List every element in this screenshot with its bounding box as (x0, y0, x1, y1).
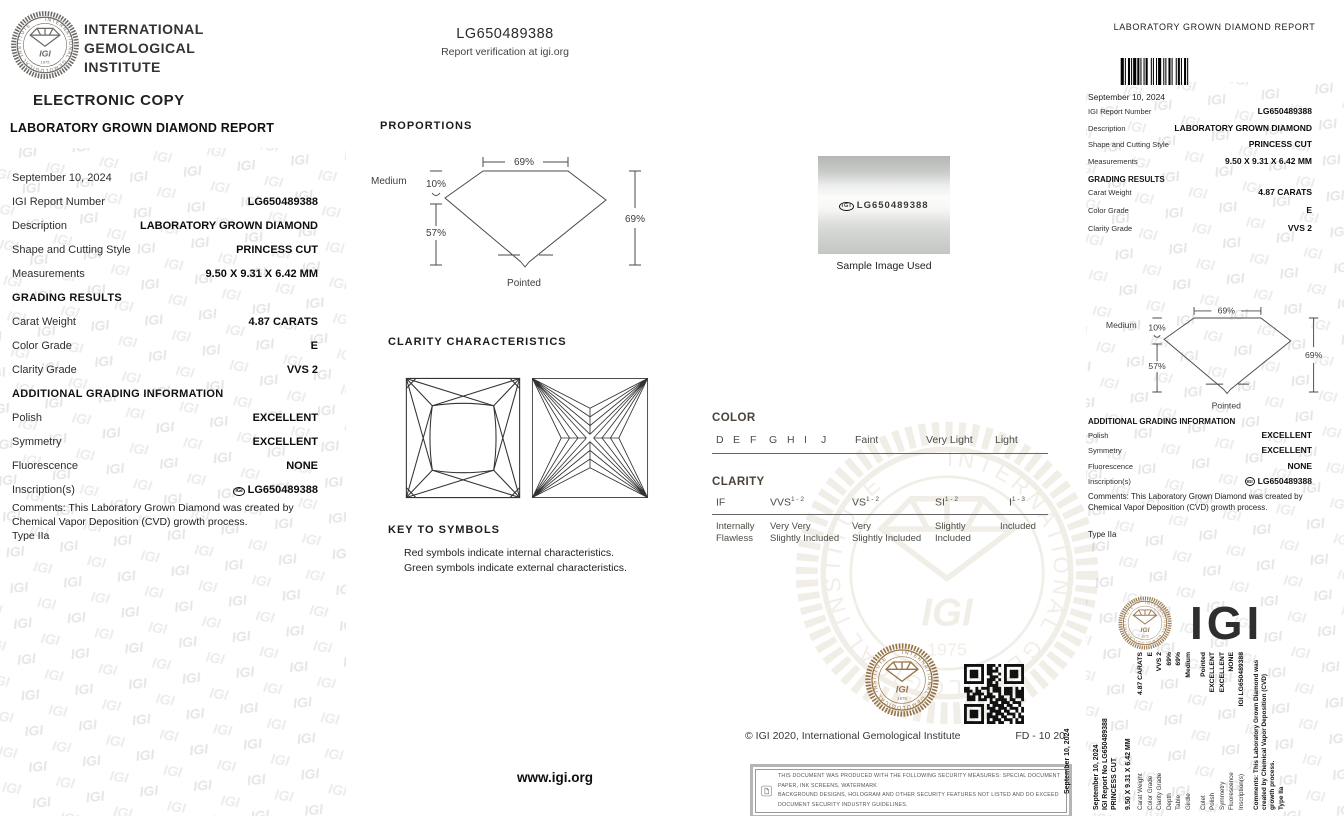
igi-logo (1116, 594, 1263, 652)
stub-date: September 10, 2024 (1093, 744, 1100, 810)
key-green-line: Green symbols indicate external characteristics. (404, 562, 627, 575)
color-tint-faint: Faint (855, 434, 879, 446)
igi-seal-stamp (862, 640, 942, 720)
crown-view-diagram (404, 376, 522, 500)
document-security-icon (761, 783, 772, 799)
verification-link[interactable]: Report verification at igi.org (441, 46, 569, 58)
proportions-diagram-small (1102, 292, 1338, 418)
form-code: FD - 10 20 (1015, 730, 1065, 742)
clarity-grade-i: $I^{1 - 3}$ (1009, 496, 1025, 509)
field-value: LG650489388 (247, 196, 318, 208)
igi-seal-logo (1116, 594, 1174, 652)
igi-seal-logo (8, 8, 82, 82)
row-measurements (12, 262, 318, 286)
report-number-block (370, 26, 640, 58)
clarity-grade-vs: VS$^{1 - 2}$ (852, 496, 880, 509)
row-color (12, 334, 318, 358)
color-tint-very-light: Very Light (926, 434, 973, 446)
comments-text: Comments: This Laboratory Grown Diamond was created by Chemical Vapor Deposition (CVD) growth process. (12, 502, 294, 528)
field-value: EXCELLENT (1261, 445, 1312, 456)
row-carat (12, 310, 318, 334)
color-grade-e: E (733, 434, 741, 446)
clarity-grade-if: IF (716, 496, 726, 509)
sample-inscription: LG650489388 (856, 199, 929, 211)
color-tint-light: Light (995, 434, 1018, 446)
right-additional-details (1088, 430, 1312, 491)
depth-pct-label: 69% (624, 214, 646, 225)
igi-inscription-mark: IGI (841, 202, 852, 209)
field-value: PRINCESS CUT (236, 244, 318, 256)
row-shape (12, 238, 318, 262)
field-label: Description (12, 220, 68, 232)
security-line-2: BACKGROUND DESIGNS, HOLOGRAM AND OTHER SECURITY FEATURES NOT LISTED AND DO EXCEED DOCUMENT SECURITY INDUSTRY GUIDELINES. (777, 792, 1059, 808)
row-fluorescence (12, 454, 318, 478)
color-grade-d: D (716, 434, 724, 446)
org-line-1: INTERNATIONAL (84, 21, 204, 37)
inscription-number: LG650489388 (247, 484, 318, 496)
row-clarity (12, 358, 318, 382)
stub-shape: PRINCESS CUT (1111, 757, 1118, 810)
field-label: IGI Report Number (12, 196, 105, 208)
field-value (233, 484, 318, 496)
pavilion-pct-label: 57% (1148, 361, 1166, 372)
field-label: Symmetry (12, 436, 62, 448)
report-details (12, 166, 318, 544)
stub-comments: Comments: This Laboratory Grown Diamond was created by Chemical Vapor Deposition (CVD) growth process. (1252, 659, 1277, 810)
field-label: Inscription(s) (1088, 476, 1131, 486)
field-label: Color Grade (12, 340, 72, 352)
clarity-desc-vs: Very Slightly Included (852, 521, 922, 545)
color-grade-h: H (787, 434, 795, 446)
clarity-scale-line (712, 514, 1048, 515)
clarity-characteristics-title: CLARITY CHARACTERISTICS (388, 336, 567, 348)
clarity-grade-vvs: VVS$^{1 - 2}$ (770, 496, 805, 509)
org-name (84, 20, 204, 77)
org-line-2: GEMOLOGICAL (84, 40, 196, 56)
detachable-stub (1092, 652, 1344, 810)
report-title: LABORATORY GROWN DIAMOND REPORT (10, 121, 275, 135)
field-value: E (1306, 205, 1312, 216)
girdle-label: Medium (1105, 320, 1137, 331)
field-label: IGI Report Number (1088, 107, 1152, 116)
field-value: VVS 2 (286, 364, 318, 376)
proportions-title: PROPORTIONS (380, 120, 473, 132)
copyright-line: © IGI 2020, International Gemological Institute (745, 730, 961, 742)
field-value: EXCELLENT (252, 436, 318, 448)
field-label: Symmetry (1088, 446, 1122, 456)
org-line-3: INSTITUTE (84, 59, 161, 75)
depth-pct-label: 69% (1304, 350, 1323, 361)
additional-grading-header: ADDITIONAL GRADING INFORMATION (12, 388, 224, 400)
field-label: Polish (1088, 431, 1109, 440)
comments-text: Comments: This Laboratory Grown Diamond was created by Chemical Vapor Deposition (CVD) growth process. (1088, 492, 1303, 512)
clarity-grade-si: SI$^{1 - 2}$ (935, 496, 958, 509)
report-date: September 10, 2024 (12, 172, 112, 184)
additional-grading-header: ADDITIONAL GRADING INFORMATION (1088, 417, 1236, 426)
field-label: Fluorescence (12, 460, 79, 472)
table-pct-label: 69% (1217, 305, 1235, 316)
grading-results-header: GRADING RESULTS (12, 292, 123, 304)
proportions-diagram (366, 138, 666, 298)
culet-label: Pointed (507, 278, 541, 289)
crown-pct-label: 10% (1148, 322, 1166, 333)
field-value: E (310, 340, 318, 352)
field-label: Carat Weight (12, 316, 76, 328)
girdle-label: Medium (371, 176, 407, 187)
stub-measurements: 9.50 X 9.31 X 6.42 MM (1125, 738, 1132, 810)
stub-rows: Carat Weight 4.87 CARATS Color Grade E Clarity Grade VVS 2 Depth 69% Table 69% Girdle Medium Culet Pointed Polish EXCELLENT Symmetry EXCELLENT Fluorescence NONE Inscription(s) IGI LG650489388 (1137, 652, 1245, 810)
sample-caption: Sample Image Used (836, 260, 932, 272)
crown-pct-label: 10% (425, 179, 447, 190)
culet-label: Pointed (1211, 400, 1241, 411)
color-grade-f: F (750, 434, 757, 446)
right-report-details (1088, 106, 1312, 241)
right-report-date: September 10, 2024 (1088, 92, 1166, 102)
field-label: Fluorescence (1088, 461, 1134, 471)
field-value: 4.87 CARATS (248, 316, 318, 328)
field-value: 9.50 X 9.31 X 6.42 MM (205, 268, 318, 280)
pavilion-pct-label: 57% (425, 228, 447, 239)
row-description (12, 214, 318, 238)
field-value: 4.87 CARATS (1258, 187, 1312, 198)
field-label: Shape and Cutting Style (1088, 140, 1169, 150)
sample-image (818, 156, 950, 254)
side-date: September 10, 2024 (1064, 728, 1071, 794)
row-symmetry (12, 430, 318, 454)
color-scale-title: COLOR (712, 412, 756, 424)
field-label: Inscription(s) (12, 484, 75, 496)
grading-results-header: GRADING RESULTS (1088, 175, 1165, 185)
field-label: Description (1088, 123, 1126, 133)
security-banner (750, 764, 1072, 816)
field-value: LG650489388 (1257, 106, 1312, 116)
security-line-1: THIS DOCUMENT WAS PRODUCED WITH THE FOLLOWING SECURITY MEASURES: SPECIAL DOCUMENT PAPER, INK SCREENS, WATERMARK (777, 773, 1061, 789)
barcode (1088, 58, 1224, 85)
igi-inscription-mark: IGI (235, 488, 243, 494)
color-scale-line (712, 453, 1048, 454)
qr-code (964, 664, 1024, 724)
pavilion-view-diagram (530, 376, 650, 500)
field-label: Carat Weight (1088, 188, 1132, 198)
field-label: Color Grade (1088, 206, 1129, 216)
field-label: Shape and Cutting Style (12, 244, 131, 256)
key-to-symbols-title: KEY TO SYMBOLS (388, 524, 501, 536)
igi-inscription-mark: IGI (1246, 478, 1253, 484)
clarity-desc-if: Internally Flawless (716, 521, 755, 545)
field-value: VVS 2 (1287, 223, 1312, 234)
clarity-scale-title: CLARITY (712, 476, 765, 488)
type-line: Type IIa (1088, 530, 1117, 539)
key-red-line: Red symbols indicate internal characteristics. (404, 547, 615, 559)
field-value: 9.50 X 9.31 X 6.42 MM (1225, 155, 1312, 166)
field-value: LABORATORY GROWN DIAMOND (1174, 122, 1312, 133)
field-value (1245, 476, 1312, 486)
clarity-desc-si: Slightly Included (935, 521, 971, 545)
field-value: NONE (1287, 460, 1312, 471)
table-pct-label: 69% (513, 157, 535, 168)
field-value: EXCELLENT (252, 412, 318, 424)
clarity-desc-vvs: Very Very Slightly Included (770, 521, 840, 545)
website-link[interactable]: www.igi.org (517, 770, 593, 785)
field-value: NONE (286, 460, 318, 472)
right-report-title: LABORATORY GROWN DIAMOND REPORT (1113, 22, 1316, 32)
color-scale (712, 412, 1048, 460)
igi-logo-text: IGI (1190, 597, 1264, 649)
stub-type-line: Type IIa (1277, 786, 1285, 810)
field-value: EXCELLENT (1261, 430, 1312, 440)
report-number-top: LG650489388 (456, 26, 554, 42)
color-grade-i: I (804, 434, 807, 446)
field-label: Polish (12, 412, 42, 424)
row-inscriptions (12, 478, 318, 502)
row-polish (12, 406, 318, 430)
color-grade-g: G (769, 434, 778, 446)
field-label: Measurements (12, 268, 85, 280)
key-to-symbols-text (404, 546, 627, 576)
clarity-desc-i: Included (1000, 521, 1036, 532)
row-report-number (12, 190, 318, 214)
electronic-copy-label: ELECTRONIC COPY (33, 92, 185, 109)
type-line: Type IIa (12, 529, 50, 542)
inscription-number: LG650489388 (1257, 475, 1312, 486)
field-label: Clarity Grade (1088, 224, 1133, 234)
color-grade-j: J (821, 434, 827, 446)
field-value: PRINCESS CUT (1248, 139, 1312, 150)
field-label: Clarity Grade (12, 364, 77, 376)
field-label: Measurements (1088, 156, 1138, 166)
field-value: LABORATORY GROWN DIAMOND (139, 220, 318, 232)
stub-report-no: IGI Report No LG650489388 (1102, 718, 1109, 810)
clarity-scale (712, 476, 1048, 546)
